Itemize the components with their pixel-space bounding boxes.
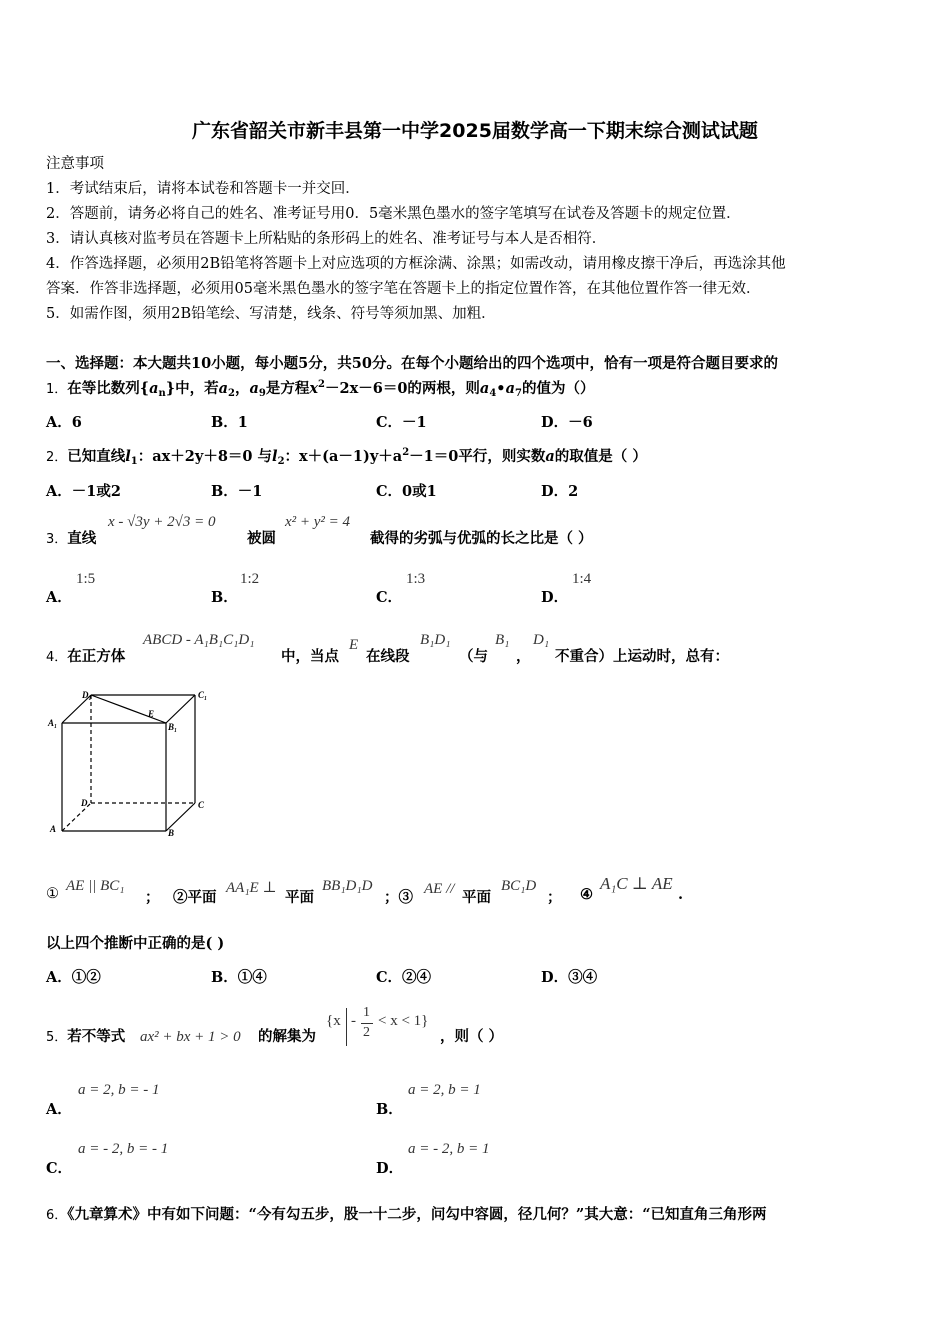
option-c-value: 1:3 (406, 571, 426, 587)
statement-4-mark: ④ (580, 886, 593, 903)
statement-3-math: AE // (424, 881, 455, 897)
option-a: A． (46, 1101, 72, 1118)
option-d: D． (541, 589, 569, 606)
label-b1: B₁ (168, 722, 178, 732)
statement-2-mid: 平面 (285, 889, 314, 906)
line-equation: x - √3y + 2√3 = 0 (108, 514, 216, 530)
label-e: E (148, 709, 155, 719)
option-b-value: a = 2, b = 1 (408, 1082, 481, 1098)
question-4-t6: 不重合）上运动时，总有： (555, 648, 729, 665)
question-4-t4: （与 (459, 648, 488, 665)
label-a: A (50, 824, 57, 834)
question-5-mid: 的解集为 (258, 1028, 316, 1045)
segment-b1d1: B₁D₁ (420, 632, 451, 648)
statement-4-math: A₁C ⊥ AE (600, 874, 673, 893)
question-4-t3: 在线段 (366, 648, 410, 665)
statement-1-mark: ① (46, 886, 59, 902)
label-a1: A₁ (48, 718, 58, 728)
option-a-value: 1:5 (76, 571, 96, 587)
label-d: D (81, 798, 88, 808)
option-c-value: a = - 2, b = - 1 (78, 1141, 169, 1157)
option-b-value: 1:2 (240, 571, 260, 587)
question-4-t5: ， (516, 648, 531, 665)
option-a: A．6 (46, 414, 82, 431)
notice-item: 1．考试结束后，请将本试卷和答题卡一并交回． (46, 181, 360, 197)
option-a-value: a = 2, b = - 1 (78, 1082, 160, 1098)
option-c: C．0或1 (376, 483, 437, 500)
point-e: E (349, 637, 359, 653)
option-d: D．－6 (541, 414, 593, 431)
statement-2-math2: BB₁D₁D (322, 878, 373, 894)
option-c: C．②④ (376, 969, 432, 986)
option-d-value: 1:4 (572, 571, 592, 587)
question-3-mid: 被圆 (247, 530, 276, 547)
statement-4-end: . (678, 886, 684, 903)
label-d1: D₁ (82, 690, 92, 700)
question-4-prefix: 4．在正方体 (46, 648, 126, 665)
option-c: C． (376, 589, 403, 606)
option-a: A．－1或2 (46, 483, 121, 500)
notice-item: 5．如需作图，须用2B铅笔绘、写清楚，线条、符号等须加黑、加粗． (46, 306, 496, 322)
question-4-ask: 以上四个推断中正确的是( ) (46, 935, 225, 952)
label-c1: C₁ (198, 690, 208, 700)
option-b: B． (376, 1101, 403, 1118)
option-d: D．③④ (541, 969, 598, 986)
statement-3-end: ； (547, 889, 562, 906)
option-a: A． (46, 589, 72, 606)
statement-2-math: AA₁E ⊥ (226, 880, 277, 896)
question-3-tail: 截得的劣弧与优弧的长之比是（ ） (370, 530, 593, 547)
question-6: 6．《九章算术》中有如下问题：“今有勾五步，股一十二步，问勾中容圆，径几何？”其大意：“已知直角三角形两 (46, 1206, 767, 1223)
option-d: D．2 (541, 483, 579, 500)
label-b: B (168, 828, 175, 838)
option-c: C． (46, 1160, 73, 1177)
statement-3-mid: 平面 (462, 889, 491, 906)
cube-name: ABCD - A₁B₁C₁D₁ (143, 632, 255, 648)
question-1: 1．在等比数列$\{a_n\}$中，若$a_2$，$a_9$是方程$x^2-2x-6=0$的两根，则$a_4•a_7$的值为（） (46, 379, 595, 399)
point-d1: D₁ (533, 632, 550, 648)
point-b1: B₁ (495, 632, 510, 648)
page-title: 广东省韶关市新丰县第一中学2025届数学高一下期末综合测试试题 (192, 120, 758, 142)
option-b: B．－1 (211, 483, 263, 500)
statement-3-math2: BC₁D (501, 878, 537, 894)
question-3-prefix: 3．直线 (46, 530, 97, 547)
section-heading: 一、选择题：本大题共10小题，每小题5分，共50分。在每个小题给出的四个选项中，恰有一项是符合题目要求的 (46, 355, 778, 372)
notice-heading: 注意事项 (46, 156, 104, 172)
statement-2-mark: ②平面 (173, 889, 217, 906)
option-b: B． (211, 589, 238, 606)
inequality: ax² + bx + 1 > 0 (140, 1029, 241, 1045)
question-5-tail: ，则（ ） (440, 1028, 504, 1045)
option-b: B．①④ (211, 969, 267, 986)
option-c: C．－1 (376, 414, 427, 431)
notice-item: 3．请认真核对监考员在答题卡上所粘贴的条形码上的姓名、准考证号与本人是否相符． (46, 231, 607, 247)
question-4-t2: 中，当点 (281, 648, 339, 665)
notice-item: 2．答题前，请务必将自己的姓名、准考证号用0．5毫米黑色墨水的签字笔填写在试卷及答题卡的规定位置． (46, 206, 741, 222)
circle-equation: x² + y² = 4 (285, 514, 351, 530)
statement-1-end: ； (145, 889, 160, 906)
statement-1-math: AE || BC₁ (66, 878, 125, 894)
option-a: A．①② (46, 969, 101, 986)
statement-2-end: ；③ (384, 889, 413, 906)
label-c: C (198, 800, 205, 810)
question-5-prefix: 5．若不等式 (46, 1028, 126, 1045)
notice-item: 答案．作答非选择题，必须用05毫米黑色墨水的签字笔在答题卡上的指定位置作答，在其他位置作答一律无效． (46, 281, 761, 297)
option-b: B．1 (211, 414, 248, 431)
cube-figure (44, 686, 219, 838)
option-d-value: a = - 2, b = 1 (408, 1141, 490, 1157)
notice-item: 4．作答选择题，必须用2B铅笔将答题卡上对应选项的方框涂满、涂黑；如需改动，请用橡皮擦干净后，再选涂其他 (46, 256, 786, 272)
question-2: 2．已知直线$l_1$：ax＋2y＋8＝0 与$l_2$：$x+(a-1)y+a^2-1=0$平行，则实数a的取值是（ ） (46, 447, 647, 467)
option-d: D． (376, 1160, 404, 1177)
